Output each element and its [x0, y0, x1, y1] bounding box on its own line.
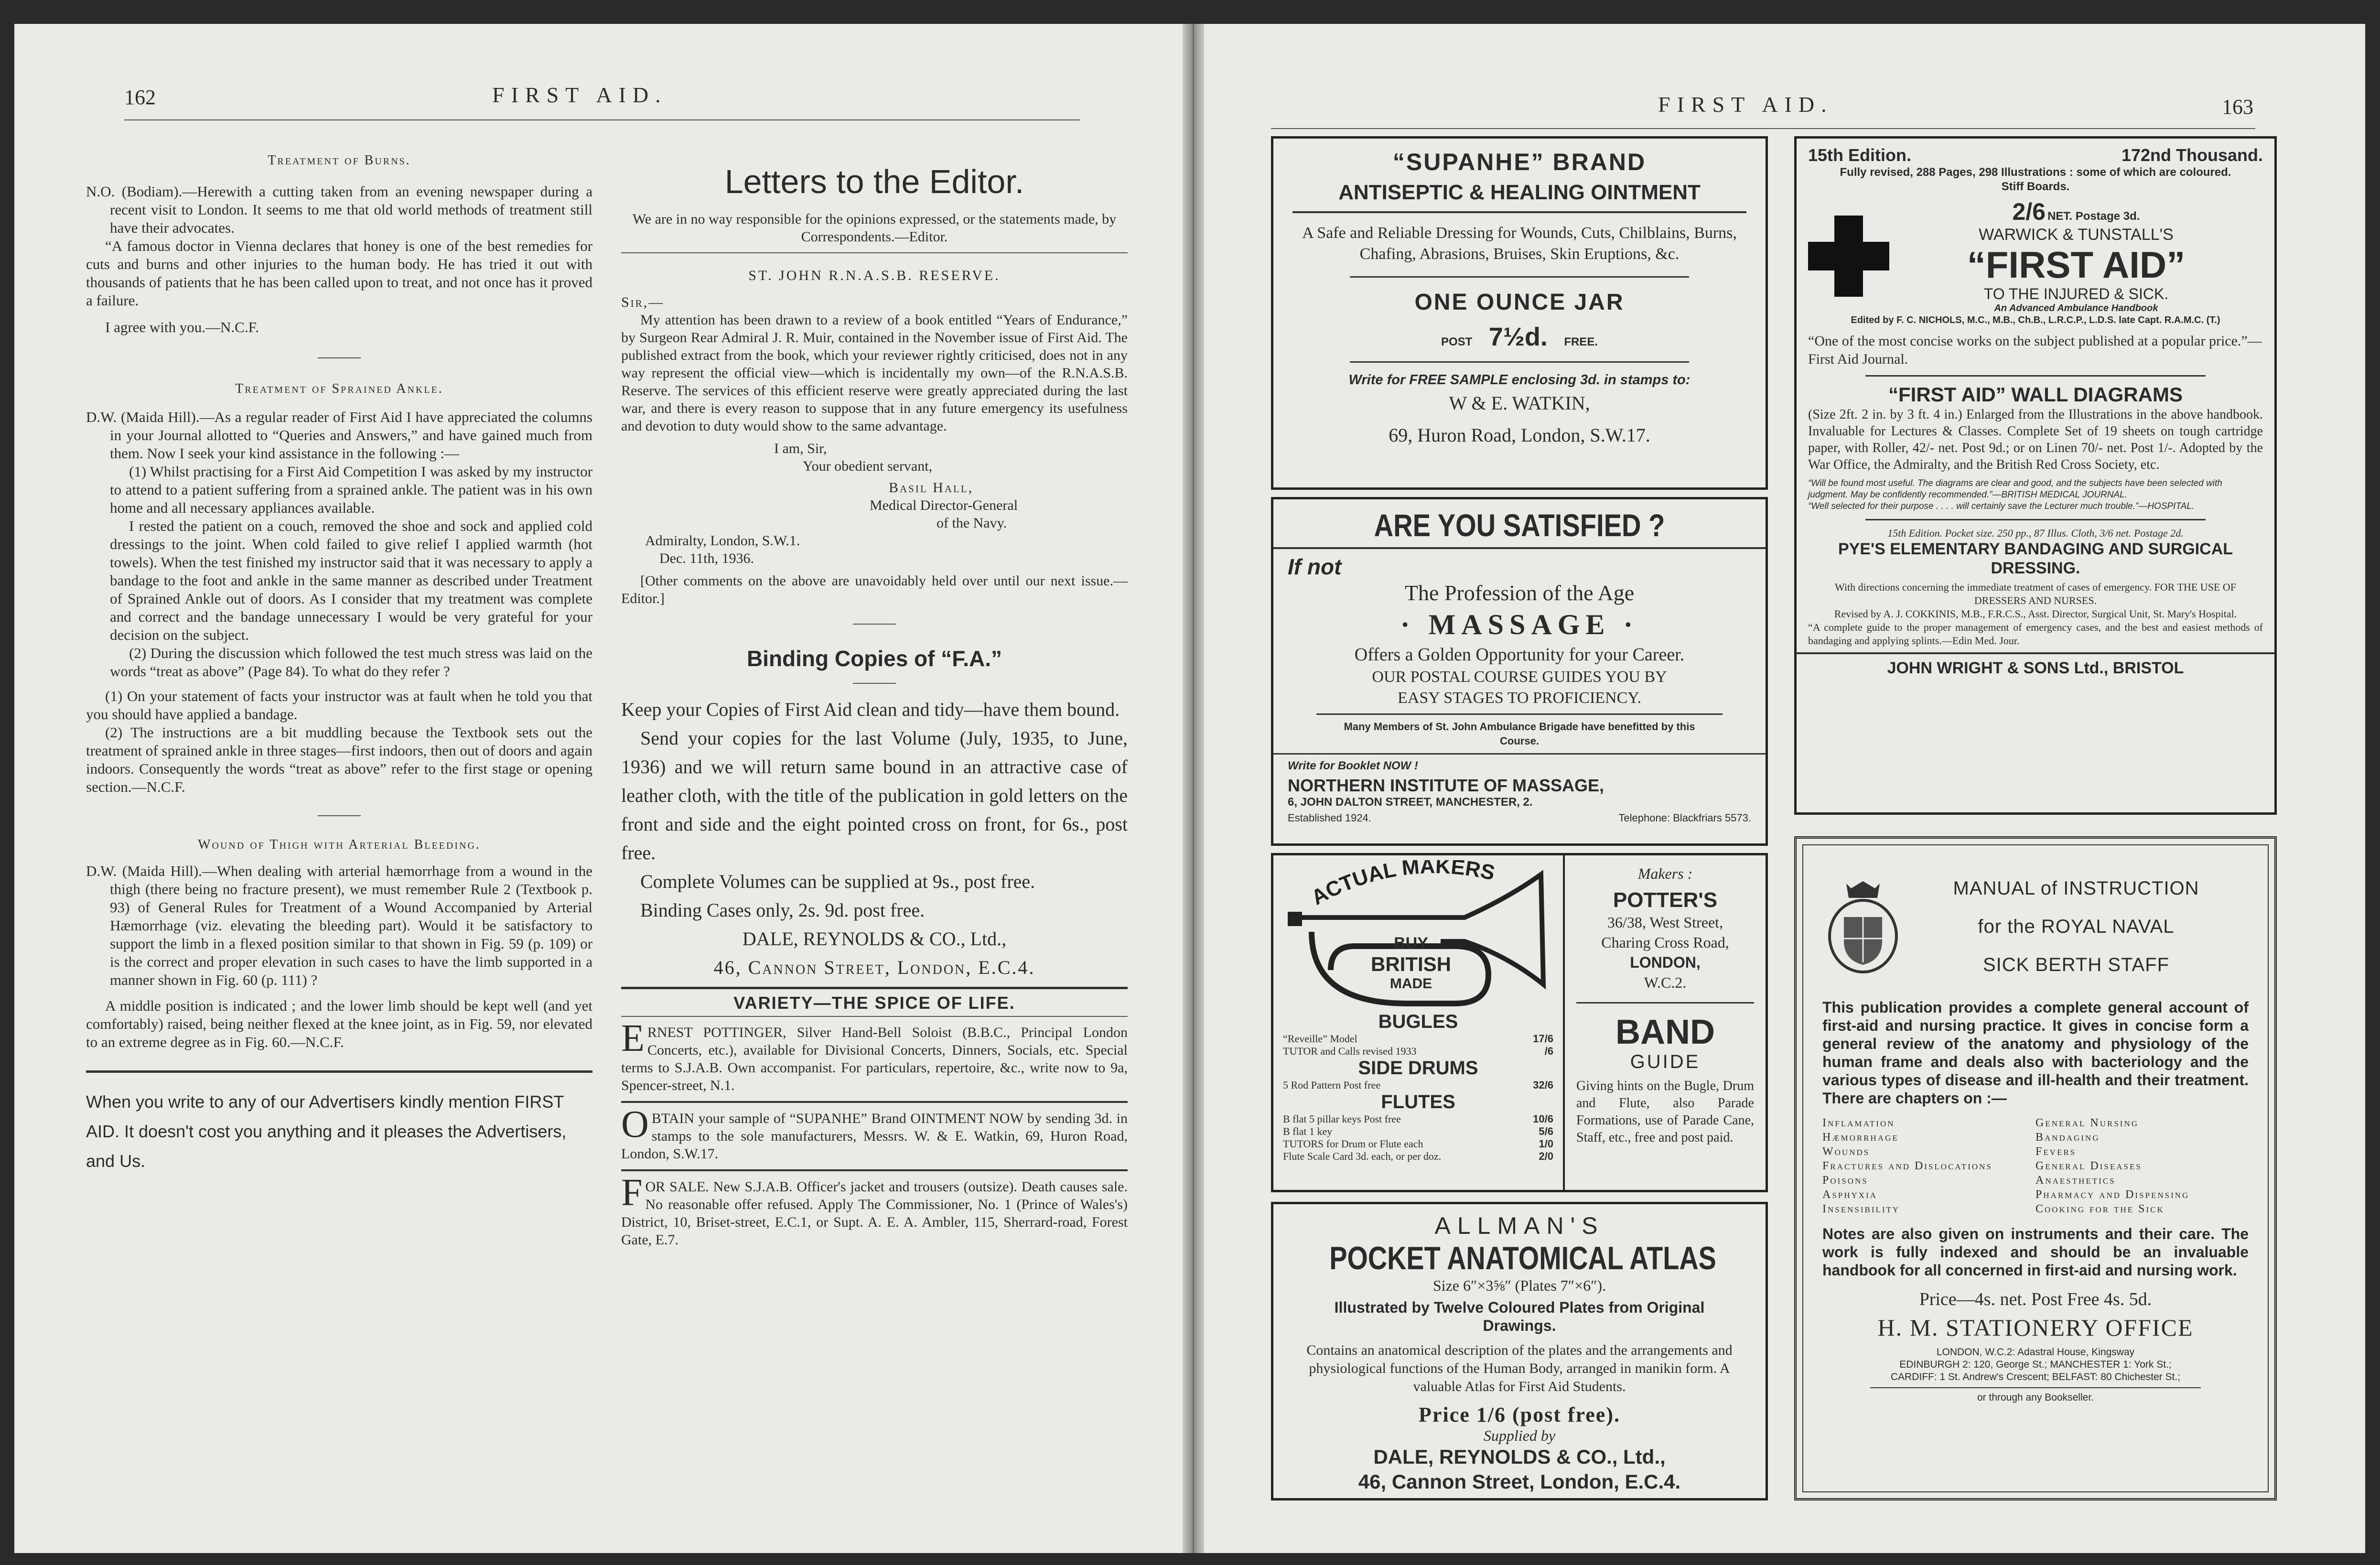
letters-signer-title: Medical Director-General [870, 497, 1018, 513]
chapter-item: Fractures and Dislocations [1822, 1160, 1992, 1172]
manual-price: Price—4s. net. Post Free 4s. 5d. [1919, 1289, 2152, 1309]
potters-arc-text: ACTUAL MAKERS [1307, 860, 1497, 910]
chapter-item: Wounds [1822, 1145, 1870, 1158]
header-rule [1271, 128, 2255, 129]
letters-date: Dec. 11th, 1936. [659, 550, 754, 566]
rule [86, 1070, 592, 1073]
warwick-net: NET. Postage 3d. [2047, 210, 2140, 223]
potters-bugles: BUGLES [1378, 1011, 1458, 1032]
header-rule [124, 119, 1080, 120]
warwick-thousand: 172nd Thousand. [2121, 145, 2263, 165]
binding-title: Binding Copies of “F.A.” [746, 646, 1002, 671]
potters-flutes: FLUTES [1381, 1091, 1455, 1112]
item-price: /6 [1544, 1045, 1553, 1057]
letters-closing: I am, Sir, [774, 441, 827, 456]
letters-signer: Basil Hall, [889, 480, 974, 496]
item-name: Flute Scale Card 3d. each, or per doz. [1283, 1150, 1442, 1162]
potters-name: POTTER'S [1613, 888, 1718, 912]
manual-desc: This publication provides a complete general account of first-aid and nursing practice. It gives in concise form a general review of the anatomy and physiology of the human frame and deals also with bacteriology and the various types of disease and ill-health and their treatment. There are chapters on :— [1822, 999, 2249, 1107]
query-paragraph: (2) During the discussion which followed the test much stress was laid on the words “treat as above” (Page 84). To what do they refer ? [110, 645, 592, 680]
allmans-supplied: Supplied by [1483, 1427, 1556, 1444]
potters-address: Charing Cross Road, [1601, 934, 1729, 951]
running-head: FIRST AID. [492, 83, 668, 107]
binding-publisher: DALE, REYNOLDS & CO., Ltd., [742, 928, 1007, 950]
query-paragraph: D.W. (Maida Hill).—As a regular reader of First Aid I have appreciated the columns in your Journal allotted to “Queries and Answers,” and have gained much from them. Now I seek your kind assistance in the following :— [86, 409, 592, 462]
supanhe-subtitle: ANTISEPTIC & HEALING OINTMENT [1338, 181, 1701, 204]
warwick-ad [1794, 136, 2277, 815]
rule [621, 987, 1128, 989]
letters-column [621, 134, 1128, 1249]
rule [1865, 519, 2206, 520]
diagrams-quote: “Well selected for their purpose . . . . will certainly save the Lecturer much trouble.”—HOSPITAL. [1808, 501, 2195, 511]
rule [1576, 1002, 1754, 1004]
massage-title: ARE YOU SATISFIED ? [1374, 507, 1665, 543]
price-row [1283, 1150, 1553, 1163]
chapter-item: Cooking for the Sick [2035, 1203, 2165, 1215]
binding-text: Send your copies for the last Volume (July, 1935, to June, 1936) and we will return same bound in an attractive case of leather cloth, with the title of the publication in gold letters on the front and side and the eight pointed cross on front, for 6s., post free. [621, 727, 1128, 863]
letters-editor-note: [Other comments on the above are unavoidably held over until our next issue.—Editor.] [621, 573, 1128, 606]
potters-makers: Makers : [1637, 865, 1693, 882]
edition-row [1808, 145, 2263, 165]
divider [853, 624, 896, 625]
binding-text: Complete Volumes can be supplied at 9s., post free. [640, 871, 1035, 892]
pye-quote: “A complete guide to the proper management of emergency cases, and the best and easiest methods of bandaging and applying splints.—Edin Med. Jour. [1808, 621, 2263, 647]
chapter-item: Poisons [1822, 1174, 1868, 1187]
rule [621, 1101, 1128, 1103]
supanhe-title: “SUPANHE” BRAND [1392, 149, 1647, 175]
letters-subhead: ST. JOHN R.N.A.S.B. RESERVE. [748, 268, 1001, 283]
svg-text:ACTUAL MAKERS [1307, 860, 1497, 910]
manual-office: H. M. STATIONERY OFFICE [1877, 1314, 2194, 1341]
supanhe-sample: Write for FREE SAMPLE enclosing 3d. in stamps to: [1348, 372, 1691, 388]
rule [621, 252, 1128, 253]
manual-title: for the ROYAL NAVAL [1978, 916, 2175, 937]
massage-line: The Profession of the Age [1404, 581, 1635, 605]
pye-revised: Revised by A. J. COKKINIS, M.B., F.R.C.S., Asst. Director, Surgical Unit, St. Mary's Hospital. [1834, 608, 2237, 620]
rule [1350, 276, 1689, 278]
massage-institute: NORTHERN INSTITUTE OF MASSAGE, [1288, 776, 1605, 795]
massage-line: EASY STAGES TO PROFICIENCY. [1398, 689, 1641, 707]
allmans-title: ALLMAN'S [1434, 1212, 1605, 1239]
warwick-advanced: An Advanced Ambulance Handbook [1994, 303, 2158, 313]
allmans-ad [1271, 1202, 1768, 1500]
warwick-subtitle: TO THE INJURED & SICK. [1983, 285, 2169, 302]
supanhe-post: POST [1441, 335, 1473, 348]
query-paragraph: A middle position is indicated ; and the lower limb should be kept well (and yet comfortably) raised, being neither flexed at the knee joint, as in Fig. 59, nor elevated to an extreme degree as in Fig. 60.—N.C.F. [86, 997, 592, 1050]
chapter-item: Anaesthetics [2035, 1174, 2116, 1187]
query-heading: Treatment of Sprained Ankle. [235, 381, 443, 396]
supanhe-free: FREE. [1564, 335, 1598, 348]
divider [318, 357, 361, 358]
price-row [1283, 1125, 1553, 1138]
potters-drums: SIDE DRUMS [1358, 1058, 1478, 1079]
item-name: “Reveille” Model [1283, 1033, 1357, 1045]
manual-address: EDINBURGH 2: 120, George St.; MANCHESTER 1: York St.; [1899, 1359, 2172, 1370]
rule [1273, 753, 1766, 755]
potters-guide-desc: Giving hints on the Bugle, Drum and Flute, also Parade Formations, use of Parade Cane, Staff, etc., free and post paid. [1576, 1079, 1754, 1145]
manual-ad [1794, 836, 2277, 1500]
left-page [14, 24, 1183, 1553]
wright-publisher: JOHN WRIGHT & SONS Ltd., BRISTOL [1887, 659, 2184, 677]
massage-ad [1271, 497, 1768, 846]
potters-ad [1271, 853, 1768, 1192]
chapter-list [1822, 1116, 2249, 1216]
book-gutter [1183, 24, 1204, 1553]
item-price: 17/6 [1533, 1033, 1553, 1045]
price-row [1283, 1113, 1553, 1125]
running-head: FIRST AID. [1658, 92, 1833, 117]
pye-title: PYE'S ELEMENTARY BANDAGING AND SURGICAL DRESSING. [1838, 540, 2233, 577]
query-paragraph: I agree with you.—N.C.F. [105, 319, 259, 335]
rule [1865, 375, 2206, 377]
price-row [1283, 1138, 1553, 1150]
massage-address: 6, JOHN DALTON STREET, MANCHESTER, 2. [1288, 796, 1533, 809]
query-heading: Wound of Thigh with Arterial Bleeding. [198, 837, 481, 852]
pye-subtitle: With directions concerning the immediate treatment of cases of emergency. FOR THE USE OF DRESSERS AND NURSES. [1835, 581, 2236, 606]
price-row [1283, 1079, 1553, 1091]
allmans-publisher: DALE, REYNOLDS & CO., Ltd., [1373, 1446, 1666, 1468]
warwick-price: 2/6 [2012, 198, 2046, 225]
binding-text: Binding Cases only, 2s. 9d. post free. [640, 899, 925, 921]
letters-salutation: Sir,— [621, 294, 665, 310]
massage-word: · MASSAGE · [1400, 609, 1639, 640]
manual-title: MANUAL of INSTRUCTION [1953, 878, 2199, 899]
red-cross-icon [1808, 216, 1889, 297]
query-paragraph: I rested the patient on a couch, removed the shoe and sock and applied cold dressings to the joint. When cold failed to give relief I applied warmth (hot towels). When the test finished my instructor said that it was necessary to apply a bandage to the foot and ankle in the same manner as described under Treatment of Sprained Ankle out of doors. As I consider that my treatment was complete and correct and the bandage unnecessary I would be very grateful for your decision on the subject. [110, 518, 592, 643]
allmans-size: Size 6″×3⅝″ (Plates 7″×6″). [1432, 1277, 1606, 1294]
potters-address: W.C.2. [1644, 974, 1687, 991]
divider [318, 815, 361, 816]
potters-address: LONDON, [1630, 954, 1701, 971]
warwick-edited: Edited by F. C. NICHOLS, M.C., M.B., Ch.B., L.R.C.P., L.D.S. late Capt. R.A.M.C. (T.) [1851, 315, 2220, 325]
supanhe-address: 69, Huron Road, London, S.W.17. [1389, 424, 1650, 446]
supanhe-ad [1271, 136, 1768, 490]
massage-line: Many Members of St. John Ambulance Brigade have benefitted by this Course. [1344, 721, 1695, 747]
item-price: 10/6 [1533, 1113, 1553, 1125]
classified-ad: ERNEST POTTINGER, Silver Hand-Bell Soloist (B.B.C., Principal London Concerts, etc.), available for Divisional Concerts, Dinners, Socials, etc. Special terms to S.J.A.B. Own accompanist. For particulars, repertoire, &c., write now to 9a, Spencer-street, N.1. [621, 1017, 1128, 1093]
classifieds-title: VARIETY—THE SPICE OF LIFE. [733, 993, 1015, 1013]
supanhe-desc: A Safe and Reliable Dressing for Wounds, Cuts, Chilblains, Burns, Chafing, Abrasions, Bruises, Skin Eruptions, &c. [1302, 224, 1737, 263]
letters-disclaimer: We are in no way responsible for the opinions expressed, or the statements made, by Correspondents.—Editor. [632, 211, 1117, 245]
warwick-revised: Fully revised, 288 Pages, 298 Illustrations : some of which are coloured. Stiff Boards. [1840, 166, 2231, 193]
page-number: 163 [2222, 95, 2253, 119]
letters-closing: Your obedient servant, [803, 458, 933, 474]
advertiser-note: When you write to any of our Advertisers kindly mention FIRST AID. It doesn't cost you anything and it pleases the Advertisers, and Us. [86, 1092, 567, 1171]
item-price: 2/0 [1539, 1150, 1553, 1162]
manual-title: SICK BERTH STAFF [1982, 954, 2170, 975]
supanhe-price: 7½d. [1488, 323, 1548, 351]
manual-address: or through any Bookseller. [1977, 1392, 2094, 1403]
potters-band: BAND [1615, 1013, 1715, 1051]
massage-line: Offers a Golden Opportunity for your Career. [1354, 645, 1685, 665]
query-paragraph: (1) On your statement of facts your instructor was at fault when he told you that you should have applied a bandage. [86, 688, 592, 723]
allmans-price: Price 1/6 (post free). [1419, 1403, 1620, 1426]
massage-established: Established 1924. [1288, 812, 1371, 824]
item-name: TUTORS for Drum or Flute each [1283, 1138, 1423, 1150]
chapter-item: Pharmacy and Dispensing [2035, 1188, 2190, 1201]
supanhe-maker: W & E. WATKIN, [1449, 392, 1590, 414]
chapter-item: Hæmorrhage [1822, 1131, 1899, 1144]
warwick-authors: WARWICK & TUNSTALL'S [1979, 226, 2174, 244]
diagrams-desc: (Size 2ft. 2 in. by 3 ft. 4 in.) Enlarged from the Illustrations in the above handbook. Invaluable for Lectures & Classes. Complete Set of 19 sheets on tough cartridge paper, with Roller, 42/- net. Post 9d.; or on Linen 70/- net. Post 1/-. Adopted by the War Office, the Admiralty, and the British Red Cross Society, etc. [1808, 407, 2263, 472]
manual-address: LONDON, W.C.2: Adastral House, Kingsway [1936, 1347, 2135, 1358]
massage-line: OUR POSTAL COURSE GUIDES YOU BY [1372, 668, 1667, 686]
divider [853, 683, 896, 684]
price-row [1283, 1033, 1553, 1045]
manual-address: CARDIFF: 1 St. Andrew's Crescent; BELFAST: 80 Chichester St.; [1890, 1371, 2181, 1382]
warwick-title: “FIRST AID” [1967, 244, 2186, 286]
item-name: B flat 1 key [1283, 1125, 1333, 1137]
item-price: 32/6 [1533, 1079, 1553, 1091]
rule [1870, 1387, 2201, 1388]
manual-notes: Notes are also given on instruments and their care. The work is fully indexed and should be an invaluable handbook for all concerned in first-aid and nursing work. [1822, 1225, 2249, 1279]
potters-address: 36/38, West Street, [1607, 914, 1723, 931]
item-price: 1/0 [1539, 1138, 1553, 1150]
price-row [1283, 1045, 1553, 1058]
rule [1292, 211, 1746, 213]
rule [621, 1016, 1128, 1017]
massage-booklet: Write for Booklet NOW ! [1288, 759, 1418, 772]
queries-column [86, 134, 592, 1176]
letters-title: Letters to the Editor. [724, 163, 1024, 200]
chapter-item: Inflamation [1822, 1117, 1895, 1129]
query-paragraph: (2) The instructions are a bit muddling because the Textbook sets out the treatment of sprained ankle in three stages—first indoors, then out of doors and again indoors. Consequently the words “treat as above” refer to the first stage or opening section.—N.C.F. [86, 724, 592, 795]
item-name: TUTOR and Calls revised 1933 [1283, 1045, 1417, 1057]
rule [1350, 361, 1689, 363]
rule [1797, 652, 2274, 654]
allmans-illus: Illustrated by Twelve Coloured Plates from Original Drawings. [1334, 1299, 1705, 1334]
potters-buy: BUY [1394, 934, 1428, 952]
allmans-subtitle: POCKET ANATOMICAL ATLAS [1329, 1240, 1716, 1276]
letters-body: My attention has been drawn to a review of a book entitled “Years of Endurance,” by Surgeon Rear Admiral J. R. Muir, contained in the November issue of First Aid. The published extract from the book, which your reviewer rightly criticised, does not in any way represent the official view—which is incidentally my own—of the R.N.A.S.B. Reserve. The services of this efficient reserve were greatly appreciated during the last war, and there is every reason to suppose that in any future emergency its usefulness and devotion to duty would show to the same advantage. [621, 312, 1128, 434]
chapter-item: General Nursing [2035, 1117, 2139, 1129]
query-paragraph: N.O. (Bodiam).—Herewith a cutting taken from an evening newspaper during a recent visit to London. It seems to me that old world methods of treatment still have their advocates. [86, 183, 592, 236]
rule [1316, 713, 1723, 715]
allmans-desc: Contains an anatomical description of the plates and the arrangements and physiological functions of the Human Body, arranged in manikin form. A valuable Atlas for First Aid Students. [1306, 1342, 1733, 1394]
letters-signer-title: of the Navy. [937, 515, 1007, 531]
right-page [1204, 24, 2365, 1553]
query-paragraph: “A famous doctor in Vienna declares that honey is one of the best remedies for cuts and burns and other injuries to the human body. He has tried it out with thousands of patients that he has been called upon to treat, and not once has it proved a failure. [86, 237, 592, 309]
item-name: B flat 5 pillar keys Post free [1283, 1113, 1401, 1125]
chapter-item: Bandaging [2035, 1131, 2100, 1144]
query-paragraph: D.W. (Maida Hill).—When dealing with arterial hæmorrhage from a wound in the thigh (there being no fracture present), we must remember Rule 2 (Textbook p. 93) of General Rules for Treatment of a Wound Accompanied by Arterial Hæmorrhage (viz. elevating the bleeding part). Would it be satisfactory to support the limb in a flexed position similar to that shown in Fig. 59 (p. 109) or is the correct and proper elevation in such cases to have the limb supported in a manner shown in Fig. 60 (p. 111) ? [86, 863, 592, 988]
item-price: 5/6 [1539, 1125, 1553, 1137]
classified-ad: OBTAIN your sample of “SUPANHE” Brand OINTMENT NOW by sending 3d. in stamps to the sole manufacturers, Messrs. W. & E. Watkin, 69, Huron Road, London, S.W.17. [621, 1103, 1128, 1162]
warwick-quote: “One of the most concise works on the subject published at a popular price.”—First Aid Journal. [1808, 333, 2262, 367]
royal-crest-icon [1822, 879, 1904, 974]
letters-address: Admiralty, London, S.W.1. [645, 533, 800, 549]
classified-ad: FOR SALE. New S.J.A.B. Officer's jacket and trousers (outsize). Death causes sale. No reasonable offer refused. Apply The Commissioner, No. 1 (Prince of Wales's) District, 10, Briset-street, E.C.1, or Supt. A. E. A. Ambler, 115, Sherrard-road, Forest Gate, E.7. [621, 1172, 1128, 1248]
rule [1273, 547, 1766, 549]
supanhe-jar: ONE OUNCE JAR [1414, 290, 1625, 315]
potters-guide: GUIDE [1630, 1051, 1701, 1072]
page-number: 162 [124, 86, 156, 109]
potters-made: MADE [1389, 976, 1432, 992]
potters-british: BRITISH [1371, 953, 1451, 975]
item-name: 5 Rod Pattern Post free [1283, 1079, 1381, 1091]
allmans-address: 46, Cannon Street, London, E.C.4. [1358, 1470, 1681, 1493]
massage-telephone: Telephone: Blackfriars 5573. [1618, 812, 1751, 824]
rule [621, 1169, 1128, 1171]
chapter-item: Asphyxia [1822, 1188, 1878, 1201]
chapter-item: Insensibility [1822, 1203, 1900, 1215]
chapter-item: Fevers [2035, 1145, 2077, 1158]
query-paragraph: (1) Whilst practising for a First Aid Competition I was asked by my instructor to attend to a patient suffering from a sprained ankle. The patient was in his own home and all necessary appliances available. [110, 463, 592, 516]
diagrams-title: “FIRST AID” WALL DIAGRAMS [1888, 383, 2183, 406]
query-heading: Treatment of Burns. [268, 153, 411, 168]
binding-publisher-address: 46, Cannon Street, London, E.C.4. [713, 957, 1035, 978]
massage-if-not: If not [1288, 554, 1342, 579]
pye-edition: 15th Edition. Pocket size. 250 pp., 87 Illus. Cloth, 3/6 net. Postage 2d. [1887, 527, 2184, 539]
warwick-edition: 15th Edition. [1808, 145, 1911, 165]
binding-text: Keep your Copies of First Aid clean and tidy—have them bound. [621, 699, 1120, 720]
diagrams-quote: “Will be found most useful. The diagrams are clear and good, and the subjects have been selected with judgment. May be confidently recommended.”—BRITISH MEDICAL JOURNAL. [1808, 478, 2222, 500]
chapter-item: General Diseases [2035, 1160, 2142, 1172]
